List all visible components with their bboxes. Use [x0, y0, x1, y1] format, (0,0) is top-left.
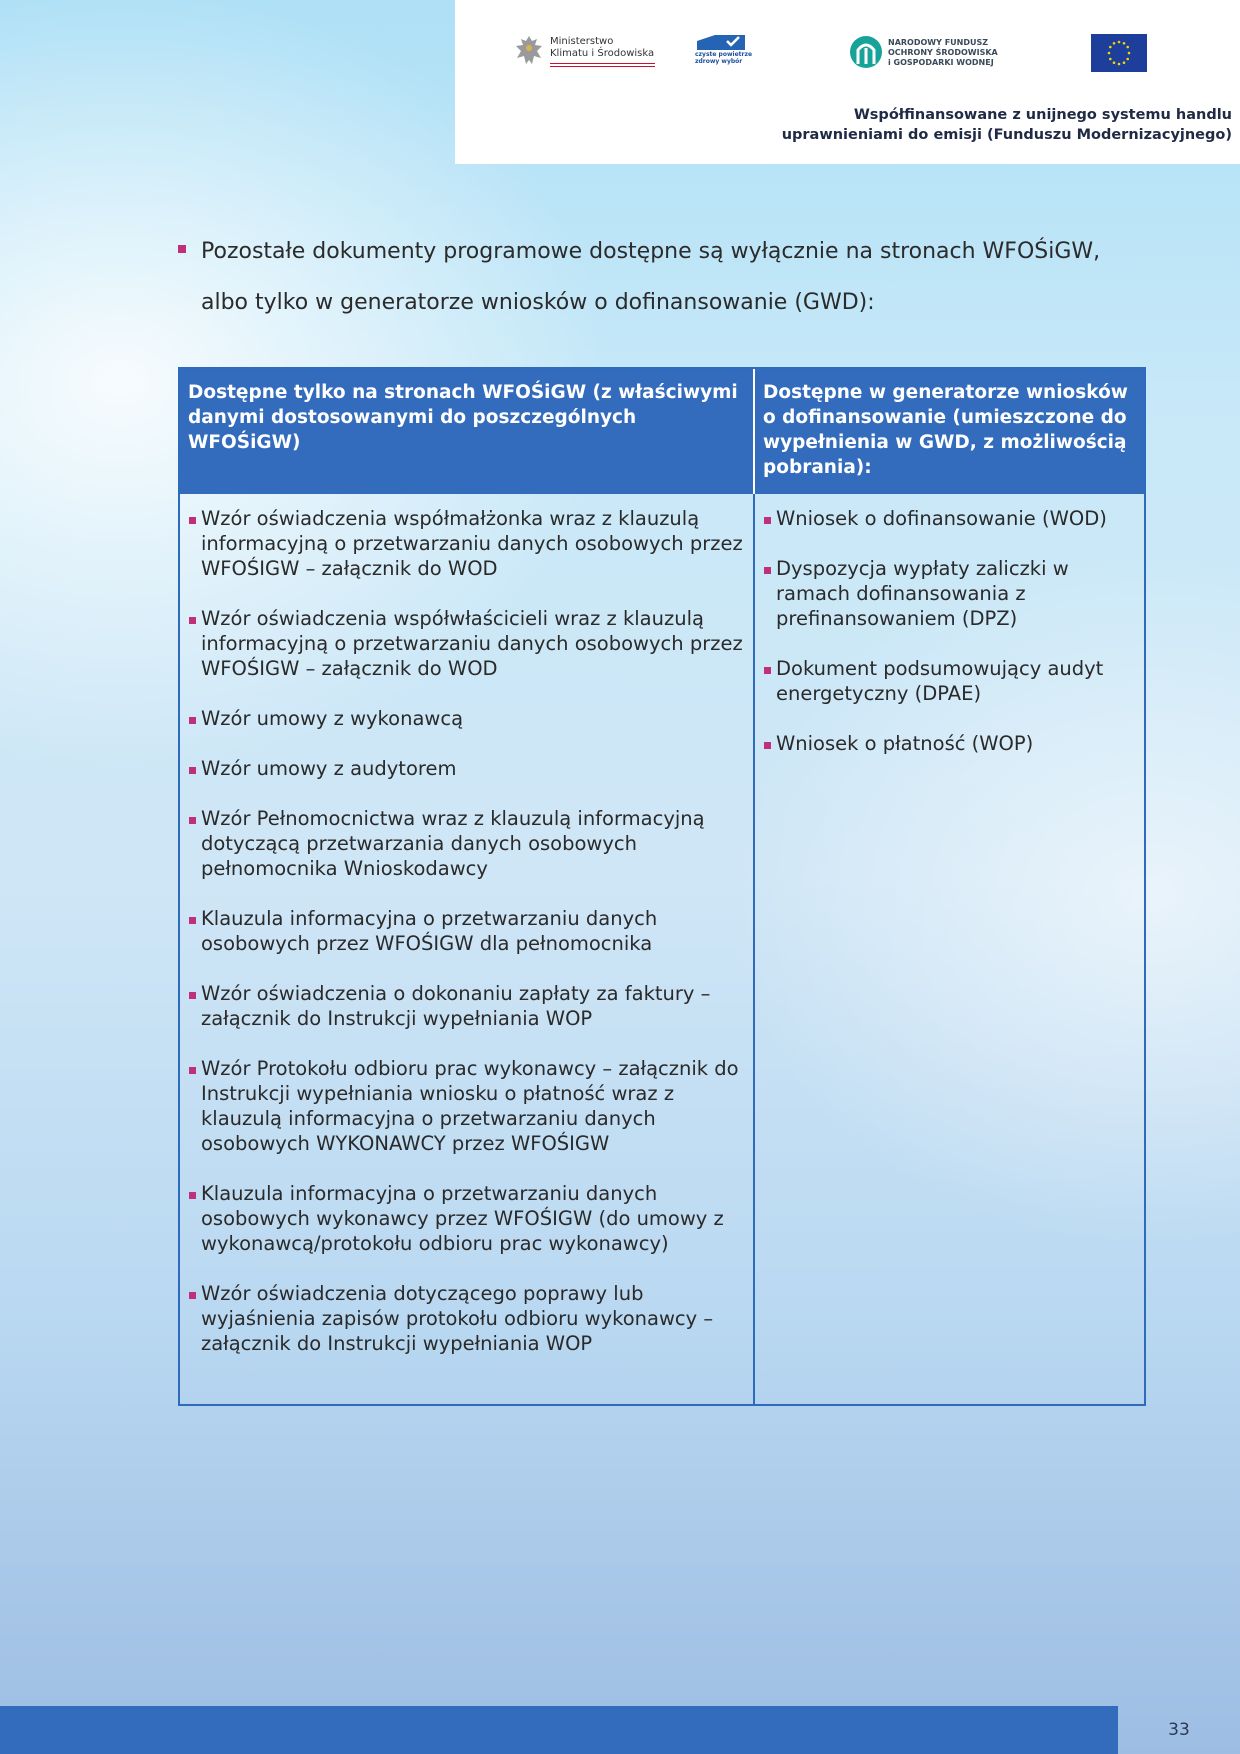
ministry-logo — [513, 32, 655, 70]
nfos-logo-line1: NARODOWY FUNDUSZ — [888, 38, 989, 47]
list-item-text: Wzór oświadczenia o dokonaniu zapłaty za faktury – załącznik do Instrukcji wypełniania WOP — [201, 982, 711, 1030]
list-item — [187, 1181, 747, 1256]
list-item-text: Klauzula informacyjna o przetwarzaniu danych osobowych przez WFOŚIGW dla pełnomocnika — [201, 907, 658, 955]
documents-table — [178, 367, 1146, 1406]
bullet-square-icon — [764, 667, 771, 674]
list-item-text: Wzór Protokołu odbioru prac wykonawcy – załącznik do Instrukcji wypełniania wniosku o płatność wraz z klauzulą informacyjna o przetwarzaniu danych osobowych WYKONAWCY przez WFOŚIGW — [201, 1057, 739, 1155]
list-item-text: Wzór oświadczenia współwłaścicieli wraz z klauzulą informacyjną o przetwarzaniu danych osobowych przez WFOŚIGW – załącznik do WOD — [201, 607, 743, 680]
bullet-square-icon — [189, 1292, 196, 1299]
list-item-text: Wzór Pełnomocnictwa wraz z klauzulą informacyjną dotyczącą przetwarzania danych osobowych pełnomocnika Wnioskodawcy — [201, 807, 705, 880]
list-item-text: Wniosek o dofinansowanie (WOD) — [776, 507, 1107, 530]
eu-flag-icon — [1091, 34, 1147, 72]
list-item — [187, 756, 747, 781]
header-logo-panel — [455, 0, 1240, 164]
table-header-gwd: Dostępne w generatorze wniosków o dofinansowanie (umieszczone do wypełnienia w GWD, z możliwością pobrania): — [755, 369, 1144, 494]
list-item — [187, 506, 747, 581]
cofinancing-note — [455, 105, 1232, 145]
czyste-logo-line2: zdrowy wybór — [695, 58, 743, 65]
footer-bar — [0, 1706, 1118, 1754]
list-item — [187, 706, 747, 731]
page-number: 33 — [1168, 1720, 1190, 1740]
list-item — [187, 606, 747, 681]
list-item-text: Dokument podsumowujący audyt energetyczny (DPAE) — [776, 657, 1104, 705]
list-item — [762, 731, 1138, 756]
list-item-text: Wzór umowy z audytorem — [201, 757, 457, 780]
bullet-square-icon — [189, 817, 196, 824]
ministry-logo-line2: Klimatu i Środowiska — [550, 47, 655, 59]
list-item-text: Wzór oświadczenia dotyczącego poprawy lub wyjaśnienia zapisów protokołu odbioru wykonawcy – załącznik do Instrukcji wypełniania WOP — [201, 1282, 714, 1355]
ministry-logo-underline — [550, 63, 655, 67]
czyste-logo-line1: czyste powietrze — [695, 51, 753, 58]
list-item-text: Dyspozycja wypłaty zaliczki w ramach dofinansowania z prefinansowaniem (DPZ) — [776, 557, 1069, 630]
list-item-text: Wniosek o płatność (WOP) — [776, 732, 1034, 755]
bullet-square-icon — [764, 517, 771, 524]
list-item-text: Wzór umowy z wykonawcą — [201, 707, 464, 730]
cofinancing-line1: Współfinansowane z unijnego systemu handlu — [853, 107, 1232, 123]
bullet-square-icon — [189, 1067, 196, 1074]
table-column-gwd — [755, 494, 1144, 1404]
bullet-square-icon — [189, 767, 196, 774]
list-item-text: Klauzula informacyjna o przetwarzaniu danych osobowych wykonawcy przez WFOŚIGW (do umowy z wykonawcą/protokołu odbioru prac wykonawcy) — [201, 1182, 724, 1255]
nfosigw-emblem-icon — [848, 34, 884, 72]
list-item — [762, 556, 1138, 631]
list-item — [762, 506, 1138, 531]
bullet-square-icon — [189, 617, 196, 624]
table-column-wfosigw — [180, 494, 755, 1404]
intro-line2: albo tylko w generatorze wniosków o dofinansowanie (GWD): — [201, 290, 875, 315]
bullet-square-icon — [189, 1192, 196, 1199]
table-header-wfosigw: Dostępne tylko na stronach WFOŚiGW (z właściwymi danymi dostosowanymi do poszczególnych WFOŚiGW) — [180, 369, 755, 494]
list-item — [762, 656, 1138, 706]
bullet-square-icon — [189, 917, 196, 924]
list-item — [187, 981, 747, 1031]
intro-paragraph — [178, 226, 1128, 328]
list-item — [187, 906, 747, 956]
bullet-square-icon — [189, 517, 196, 524]
bullet-square-icon — [764, 567, 771, 574]
list-item — [187, 1056, 747, 1156]
cofinancing-line2: uprawnieniami do emisji (Funduszu Modernizacyjnego) — [781, 127, 1232, 143]
list-item — [187, 806, 747, 881]
list-item-text: Wzór oświadczenia współmałżonka wraz z klauzulą informacyjną o przetwarzaniu danych osobowych przez WFOŚIGW – załącznik do WOD — [201, 507, 743, 580]
bullet-square-icon — [189, 717, 196, 724]
intro-line1: Pozostałe dokumenty programowe dostępne są wyłącznie na stronach WFOŚiGW, — [201, 239, 1101, 264]
czyste-powietrze-logo — [695, 33, 752, 65]
bullet-square-icon — [178, 245, 186, 253]
bullet-square-icon — [189, 992, 196, 999]
nfos-logo-line2: OCHRONY ŚRODOWISKA — [888, 48, 998, 57]
nfosigw-logo — [848, 34, 998, 72]
eagle-emblem-icon — [513, 32, 545, 70]
nfos-logo-line3: i GOSPODARKI WODNEJ — [888, 58, 994, 67]
bullet-square-icon — [764, 742, 771, 749]
list-item — [187, 1281, 747, 1356]
house-roof-icon — [695, 33, 747, 51]
ministry-logo-line1: Ministerstwo — [550, 35, 614, 47]
